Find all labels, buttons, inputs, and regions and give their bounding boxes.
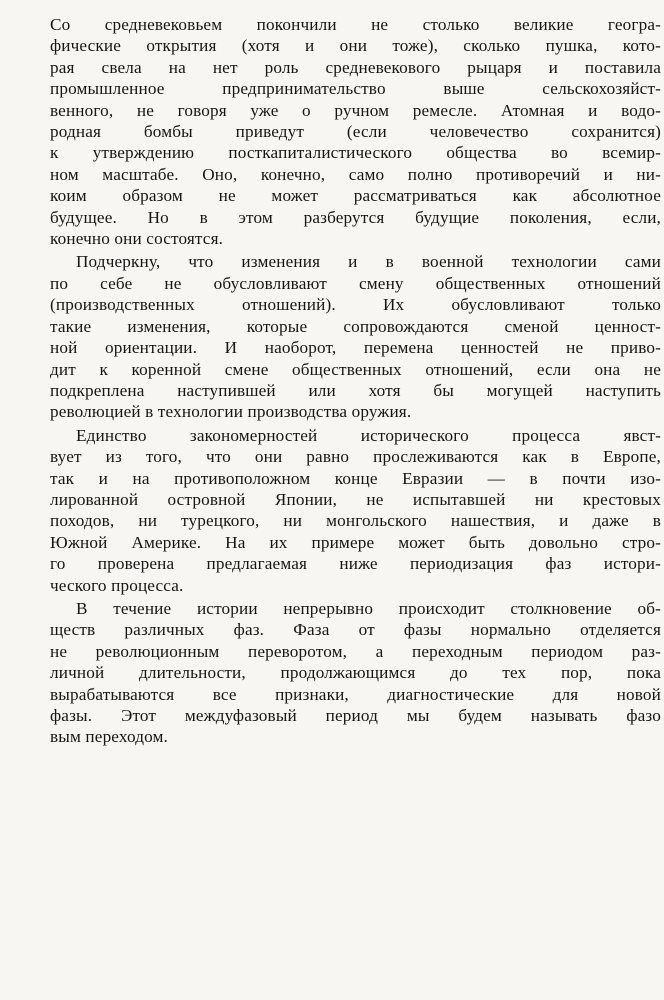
text-line: Со средневековьем покончили не столько великие геогра- — [50, 15, 661, 34]
text-line: личной длительности, продолжающимся до тех пор, пока — [50, 663, 661, 683]
text-line: революцией в технологии производства оружия. — [50, 402, 412, 422]
paragraph-2 — [50, 251, 661, 422]
text-line: ной ориентации. И наоборот, перемена ценностей не приво- — [50, 338, 661, 358]
text-line: венного, не говоря уже о ручном ремесле. Атомная и водо- — [50, 100, 661, 120]
body-text — [50, 14, 661, 748]
text-line: фические открытия (хотя и они тоже), сколько пушка, кото- — [50, 36, 661, 56]
text-line: вым переходом. — [50, 727, 168, 747]
text-line: по себе не обусловливают смену общественных отношений — [50, 273, 661, 293]
paragraph-1 — [50, 14, 661, 249]
text-line: фазы. Этот междуфазовый период мы будем называть фазо — [50, 706, 661, 725]
paragraph-4 — [50, 598, 661, 748]
text-line: подкреплена наступившей или хотя бы могущей наступить — [50, 380, 661, 400]
text-line: го проверена предлагаемая ниже периодизация фаз истори- — [50, 554, 661, 574]
text-line: походов, ни турецкого, ни монгольского нашествия, и даже в — [50, 511, 661, 531]
text-line: ческого процесса. — [50, 575, 184, 595]
text-line: к утверждению посткапиталистического общества во всемир- — [50, 143, 661, 163]
paragraph-3 — [50, 425, 661, 596]
text-line: Подчеркну, что изменения и в военной технологии сами — [76, 252, 661, 272]
text-line: не революционным переворотом, а переходным периодом раз- — [50, 641, 661, 661]
text-line: (производственных отношений). Их обусловливают только — [50, 295, 661, 315]
text-line: конечно они состоятся. — [50, 229, 224, 249]
text-line: вырабатываются все признаки, диагностические для новой — [50, 684, 661, 704]
text-line: лированной островной Японии, не испытавшей ни крестовых — [50, 489, 661, 509]
text-line: будущее. Но в этом разберутся будущие поколения, если, — [50, 207, 661, 227]
text-line: коим образом не может рассматриваться как абсолютное — [50, 186, 661, 206]
text-line: ществ различных фаз. Фаза от фазы нормально отделяется — [50, 620, 661, 640]
text-line: промышленное предпринимательство выше сельскохозяйст- — [50, 79, 661, 99]
text-line: В течение истории непрерывно происходит столкновение об- — [76, 598, 661, 618]
text-line: Единство закономерностей исторического процесса явст- — [76, 425, 661, 445]
text-line: так и на противоположном конце Евразии — в почти изо- — [50, 468, 661, 488]
text-line: дит к коренной смене общественных отношений, если она не — [50, 359, 661, 379]
text-line: вует из того, что они равно прослеживаются как в Европе, — [50, 447, 661, 467]
text-line: родная бомбы приведут (если человечество сохранится) — [50, 122, 661, 142]
text-line: такие изменения, которые сопровождаются сменой ценност- — [50, 316, 661, 336]
text-line: ном масштабе. Оно, конечно, само полно противоречий и ни- — [50, 164, 661, 184]
text-line: рая свела на нет роль средневекового рыцаря и поставила — [50, 57, 661, 77]
text-line: Южной Америке. На их примере может быть довольно стро- — [50, 532, 661, 552]
